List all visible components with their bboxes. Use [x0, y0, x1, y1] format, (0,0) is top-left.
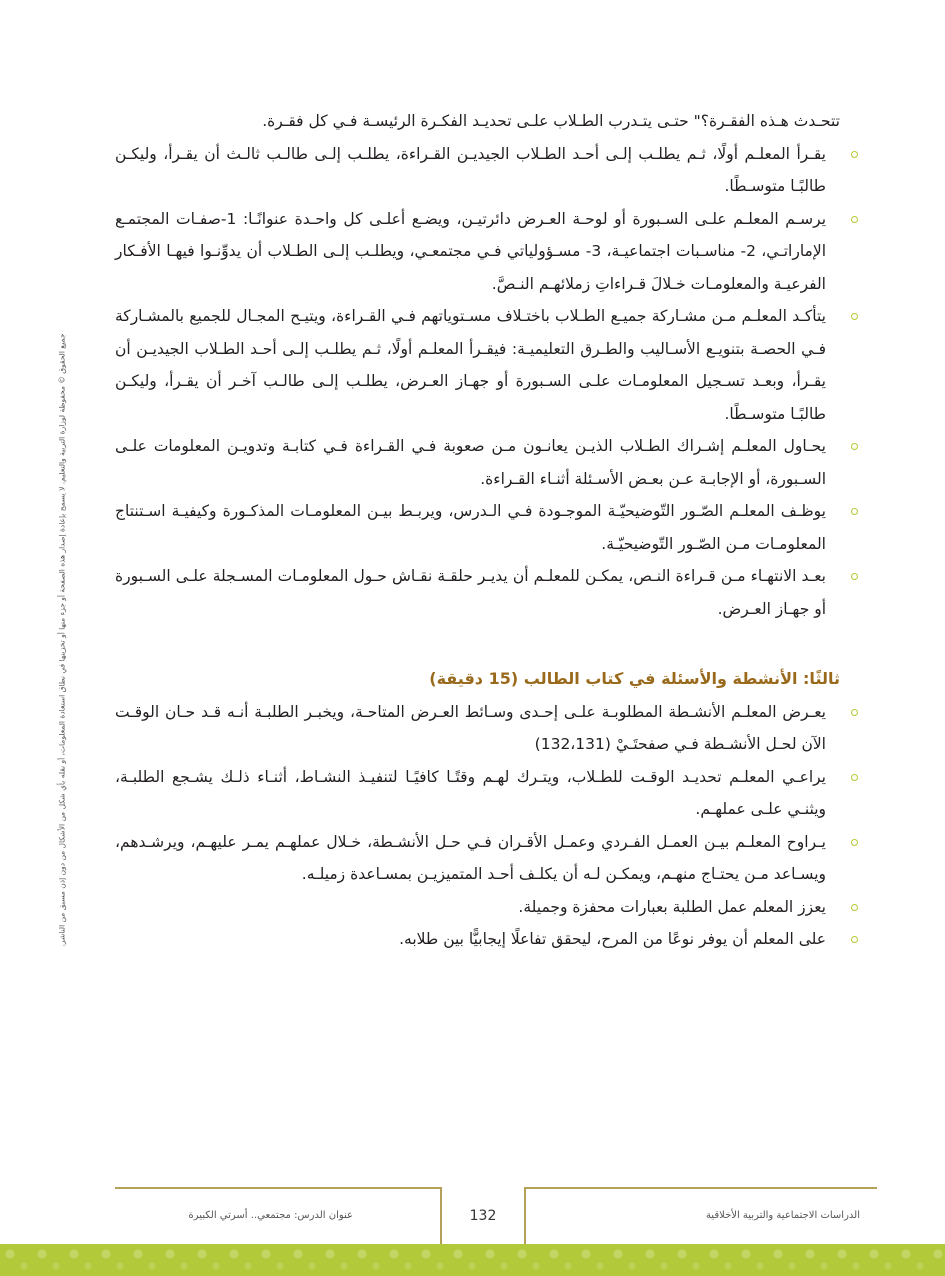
subject-title: الدراسات الاجتماعية والتربية الأخلاقية: [705, 1210, 860, 1221]
intro-paragraph: تتحـدث هـذه الفقـرة؟" حتـى يتـدرب الطـلاب علـى تحديـد الفكـرة الرئيسـة فـي كل فقـرة.: [262, 112, 840, 130]
decorative-bottom-band: [0, 1244, 945, 1276]
reading-steps-list: [115, 138, 840, 626]
lesson-title: عنوان الدرس: مجتمعي.. أسرتي الكبيرة: [188, 1210, 353, 1221]
list-item: يحـاول المعلـم إشـراك الطـلاب الذيـن يعانـون مـن صعوبة فـي القـراءة فـي كتابـة وتدويـن المعلومات علـى السـبورة، أو الإجابـة عـن بعـض الأسـئلة أثنـاء القـراءة.: [115, 430, 840, 495]
list-item: يقـرأ المعلـم أولًا، ثـم يطلـب إلـى أحـد الطـلاب الجيديـن القـراءة، يطلـب إلـى طالـب ثالـث أن يقـرأ، وليكـن طالبًـا متوسـطًا.: [115, 138, 840, 203]
page-content: [115, 105, 840, 956]
list-item: بعـد الانتهـاء مـن قـراءة النـص، يمكـن للمعلـم أن يديـر حلقـة نقـاش حـول المعلومـات المسـجلة علـى السـبورة أو جهـاز العـرض.: [115, 560, 840, 625]
copyright-side-note: جميع الحقوق © محفوظة لوزارة التربية والتعليم. لا يسمح بإعادة إصدار هذه الصفحة أو جزء منها أو تخزينها في نطاق استعادة المعلومات، أو نقله بأي شكل من الأشكال من دون إذن مسبق من الناشر.: [57, 333, 67, 947]
page-number-tab: [440, 1187, 526, 1247]
list-item: يـراوح المعلـم بيـن العمـل الفـردي وعمـل الأقـران فـي حـل الأنشـطة، خـلال عملهـم يمـر عليهـم، ويرشـدهم، ويسـاعد مـن يحتـاج منهـم، ويمكـن لـه أن يكلـف أحـد المتميزيـن بمسـاعدة زميلـه.: [115, 826, 840, 891]
page-number: 132: [469, 1208, 497, 1224]
list-item: يراعـي المعلـم تحديـد الوقـت للطـلاب، ويتـرك لهـم وقتًـا كافيًـا لتنفيـذ النشـاط، أثنـاء ذلـك يشـجع الطلبـة، ويثنـي علـى عملهـم.: [115, 761, 840, 826]
list-item: يرسـم المعلـم علـى السـبورة أو لوحـة العـرض دائرتيـن، ويضـع أعلـى كل واحـدة عنوانًـا: 1-صفـات المجتمـع الإماراتـي، 2- مناسـبات اجتماعيـة، 3- مسـؤولياتي فـي مجتمعـي، ويطلـب إلـى الطـلاب أن يدوِّنـوا فيهـا الأفـكار الفرعيـة والمعلومـات خـلالَ قـراءاتِ زملائهـم النـصَّ.: [115, 203, 840, 301]
list-item: يعـرض المعلـم الأنشـطة المطلوبـة علـى إحـدى وسـائط العـرض المتاحـة، ويخبـر الطلبـة أنـه قـد حـان الوقـت الآن لحـل الأنشـطة فـي صفحتَـيْ (132،131): [115, 696, 840, 761]
activities-list: [115, 696, 840, 956]
list-item: يتأكـد المعلـم مـن مشـاركة جميـع الطـلاب باختـلاف مسـتوياتهم فـي القـراءة، ويتيـح المجـال للجميع بالمشـاركة فـي الحصـة بتنويـع الأسـاليب والطـرق التعليميـة: فيقـرأ المعلـم أولًا، ثـم يطلـب إلـى أحـد الطـلاب الجيديـن أن يقـرأ، وبعـد تسـجيل المعلومـات علـى السـبورة أو جهـاز العـرض، يطلـب إلـى طالـب آخـر أن يقـرأ، وليكـن طالبًـا متوسـطًا.: [115, 300, 840, 430]
list-item: يوظـف المعلـم الصّـور التّوضيحيّـة الموجـودة فـي الـدرس، ويربـط بيـن المعلومـات المذكـورة وكيفيـة اسـتنتاج المعلومـات مـن الصّـور التّوضيحيّـة.: [115, 495, 840, 560]
list-item: يعزز المعلم عمل الطلبة بعبارات محفزة وجميلة.: [115, 891, 840, 924]
list-item: على المعلم أن يوفر نوعًا من المرح، ليحقق تفاعلًا إيجابيًّا بين طلابه.: [115, 923, 840, 956]
section-heading: ثالثًا: الأنشطة والأسئلة في كتاب الطالب (15 دقيقة): [429, 669, 840, 688]
